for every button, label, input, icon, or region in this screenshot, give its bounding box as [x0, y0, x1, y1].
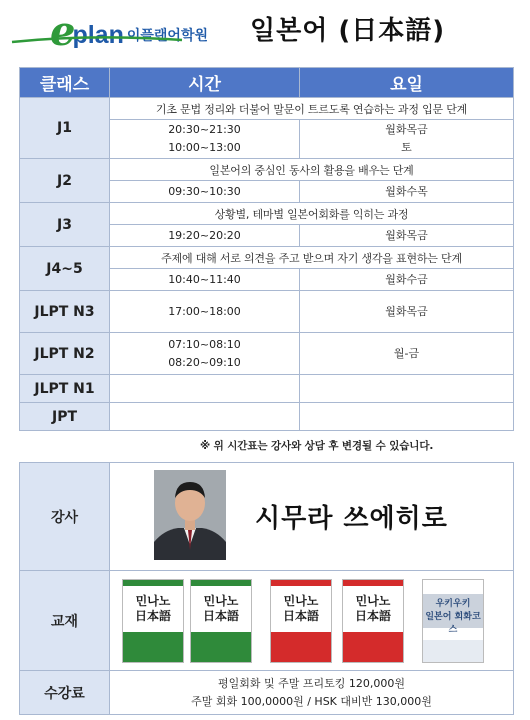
fee-row [20, 671, 514, 715]
teacher-portrait-icon [154, 470, 226, 560]
class-name-cell: JLPT N1 [20, 375, 110, 403]
class-name-cell: JPT [20, 403, 110, 431]
course-info-table [19, 462, 514, 715]
textbook-cover [422, 579, 484, 663]
class-time-cell [110, 333, 300, 375]
class-day-cell [300, 120, 514, 159]
class-day-cell [300, 225, 514, 247]
class-day-cell [300, 333, 514, 375]
schedule-row [20, 203, 514, 225]
fee-line: 평일회화 및 주말 프리토킹 120,000원 [218, 676, 405, 690]
schedule-table [19, 67, 514, 431]
schedule-row [20, 403, 514, 431]
class-time: 20:30~21:30 [168, 123, 241, 136]
col-header-time: 시간 [110, 68, 300, 98]
col-header-day: 요일 [300, 68, 514, 98]
schedule-row [20, 291, 514, 333]
fee-line: 주말 회화 100,0000원 / HSK 대비반 130,000원 [191, 694, 432, 708]
logo-academy-name: 이플랜어학원 [126, 28, 209, 44]
class-time: 09:30~10:30 [168, 184, 241, 198]
schedule-row [20, 333, 514, 375]
class-time: 07:10~08:10 [168, 337, 241, 351]
class-day-cell [300, 269, 514, 291]
class-day-cell [300, 291, 514, 333]
schedule-row [20, 375, 514, 403]
class-time-cell [110, 225, 300, 247]
class-description: 상황별, 테마별 일본어회화를 익히는 과정 [110, 203, 514, 225]
class-time-cell [110, 181, 300, 203]
teacher-name: 시무라 쓰에히로 [255, 504, 448, 534]
teacher-row [20, 463, 514, 571]
page-header [0, 0, 530, 62]
class-day-cell [300, 181, 514, 203]
schedule-header-row [20, 68, 514, 98]
teacher-cell [110, 463, 514, 571]
class-name-cell: J1 [20, 98, 110, 159]
teacher-photo [154, 470, 226, 560]
textbook-cell [110, 571, 514, 671]
schedule-row [20, 159, 514, 181]
class-day: 월-금 [393, 346, 420, 360]
textbook-cover [190, 579, 252, 663]
textbook-label: 교재 [20, 571, 110, 671]
textbook-title: 민나노 日本語 [202, 594, 239, 623]
schedule-row [20, 247, 514, 269]
class-time-cell [110, 120, 300, 159]
class-day: 토 [401, 141, 412, 154]
class-time: 19:20~20:20 [168, 228, 241, 242]
logo-plan: plan [72, 21, 124, 49]
schedule-row [20, 98, 514, 120]
textbook-cover [342, 579, 404, 663]
class-description: 일본어의 중심인 동사의 활용을 배우는 단계 [110, 159, 514, 181]
logo-e: e [50, 8, 76, 55]
class-day: 월화수금 [385, 272, 428, 286]
class-time-cell [110, 403, 300, 431]
class-name-cell: J3 [20, 203, 110, 247]
textbook-cover [122, 579, 184, 663]
textbook-cover [270, 579, 332, 663]
class-time: 08:20~09:10 [168, 355, 241, 369]
fee-label: 수강료 [20, 671, 110, 715]
class-day-cell [300, 375, 514, 403]
col-header-class: 클래스 [20, 68, 110, 98]
class-day: 월화수목 [385, 184, 428, 198]
class-time: 10:40~11:40 [168, 272, 241, 286]
page-title: 일본어 (日本語) [250, 16, 446, 46]
class-name-cell: J4~5 [20, 247, 110, 291]
class-time: 10:00~13:00 [168, 141, 241, 154]
class-name-cell: JLPT N3 [20, 291, 110, 333]
class-time-cell [110, 375, 300, 403]
schedule-notice: ※ 위 시간표는 강사와 상담 후 변경될 수 있습니다. [200, 440, 434, 452]
textbook-title: 민나노 日本語 [354, 594, 391, 623]
textbook-title: 민나노 日本語 [282, 594, 319, 623]
textbook-row [20, 571, 514, 671]
fee-cell [110, 671, 514, 715]
class-time: 17:00~18:00 [168, 304, 241, 318]
class-day-cell [300, 403, 514, 431]
class-day: 월화목금 [385, 228, 428, 242]
logo-swoosh-icon [10, 36, 185, 46]
class-time-cell [110, 291, 300, 333]
textbook-title: 민나노 日本語 [134, 594, 171, 623]
class-name-cell: JLPT N2 [20, 333, 110, 375]
class-name-cell: J2 [20, 159, 110, 203]
class-day: 월화목금 [385, 123, 428, 136]
class-time-cell [110, 269, 300, 291]
textbook-title: 우키우키 일본어 회화코스 [425, 599, 481, 635]
teacher-label: 강사 [20, 463, 110, 571]
class-day: 월화목금 [385, 304, 428, 318]
class-description: 기초 문법 정리와 더불어 말문이 트르도록 연습하는 과정 입문 단계 [110, 98, 514, 120]
class-description: 주제에 대해 서로 의견을 주고 받으며 자기 생각을 표현하는 단계 [110, 247, 514, 269]
